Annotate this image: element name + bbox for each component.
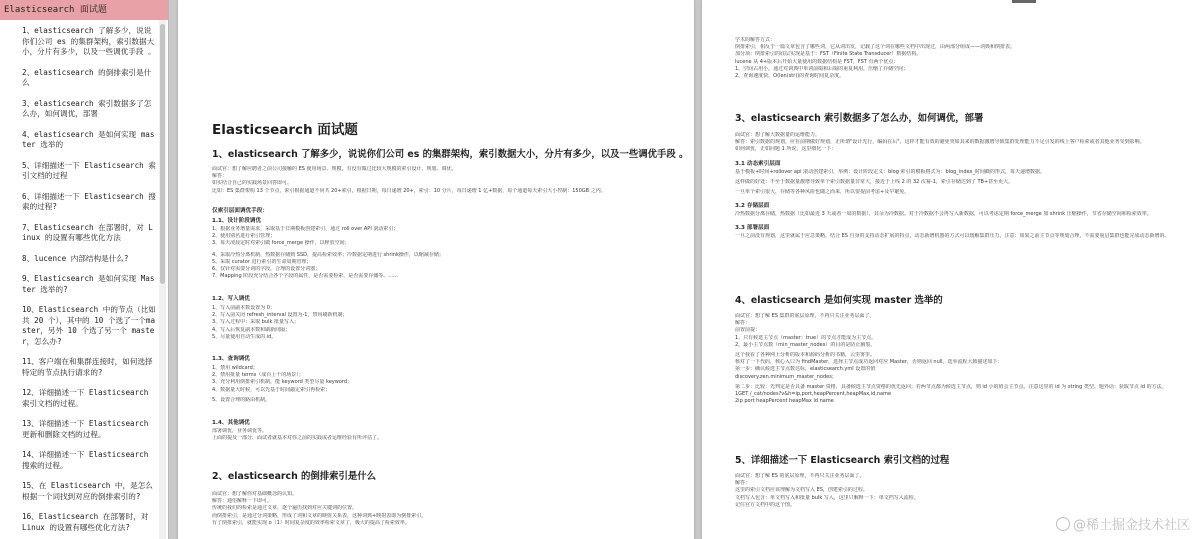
list-item: 3、写入过程中：采取 bulk 批量写入； [212,319,299,326]
paragraph: 第一步：确认候选主节点数达标，elasticsearch.yml 设置的值 [735,366,876,373]
subheading: 3.2 存储层面 [735,203,770,210]
outline-item[interactable]: 15、在 Elasticsearch 中，是怎么根据一个词找到对应的倒排索引的? [22,481,153,501]
watermark-logo-icon [1056,517,1070,531]
paragraph: 面试官：想了解 ES 集群的底层原理，不再只关注业务层面了。 [735,313,875,319]
section-4-heading: 4、elasticsearch 是如何实现 master 选举的 [735,295,943,306]
paragraph: 第二步：比较：先判定是否具备 master 资格，具备候选主节点资格的优先返回；若两节点都为候选主节点，则 id 小的值会主节点。注意这里的 id 为 string 类型。题外话：获取节点 id 的方法。 [735,383,1167,390]
paragraph: 有了倒排索引，就能实现 o（1）时间复杂度的效率检索文章了，极大的提高了检索效率。 [212,519,410,526]
list-item: 1、禁用 wildcard； [212,365,258,371]
list-item: 6、仅针对需要分词的字段，合理的设置分词器； [212,266,321,273]
list-item: 4、采取冷热分离机制，热数据存储到 SSD，提高检索效率；冷数据定期进行 shrink操作，以缩减存储； [212,251,444,258]
paragraph: 比如：ES 集群架构 13 个节点，索引根据通道不同共 20+索引，根据日期，每日递增 20+，索引：10 分片，每日递增 1 亿+数据，每个通道每天索引大小控制：150GB 之内。 [212,187,606,194]
paragraph: 这里的索引文档应该理解为文档写入 ES，创建索引的过程。 [735,487,868,494]
paragraph: discovery.zen.minimum_master_nodes； [735,373,837,380]
list-item: 3、每天凌晨定时对索引做 force_merge 操作，以释放空间； [212,240,350,247]
outline-scroll-thumb[interactable] [160,24,165,284]
section-1-4 [212,418,667,442]
paragraph: 面试官：想了解大数据量的运维能力。 [735,132,821,138]
outline-item[interactable]: 11、客户端在和集群连接时，如何选择特定的节点执行请求的? [22,357,153,377]
outline-item[interactable]: 9、Elasticsearch 是如何实现 Master 选举的? [22,274,155,294]
subheading: 仅索引层面调优手段： [212,208,268,214]
list-item: 7、Mapping 阶段充分结合各个字段的属性，是否需要检索、是否需要存储等。…… [212,273,399,280]
outline-item[interactable]: 12、详细描述一下 Elasticsearch 索引文档的过程。 [22,388,149,408]
list-item: 4、数据量大时候，可以先基于时间敲定索引再检索； [212,386,331,393]
paragraph: 部署调优，业务调优等。 [212,428,268,434]
paragraph: 记住官方文档中的这个图。 [735,501,796,508]
paragraph: 基于模板+时间+rollover api 滚动创建索引，举例：设计阶段定义：blog 索引的模板格式为：blog_index_时间戳的形式，每天递增数据。 [735,168,1045,175]
paragraph: 文档写入包含：单文档写入和批量 bulk 写入，这里只解释一下：单文档写入流程。 [735,494,919,501]
list-item: 2、禁用批量 terms（成百上千的场景）； [212,372,304,379]
section-4 [735,292,1175,405]
paragraph: 1、只有候选主节点（master：true）的节点才能成为主节点。 [735,334,877,341]
paragraph: 加分项：倒排索引的底层实现是基于：FST（Finite State Transducer）数据结构。 [735,51,922,58]
paragraph: 如何调优，正如问题 1 所说，这里细化一下： [735,146,837,153]
paragraph: 解答： [735,320,751,327]
paragraph: 1、空间占用小。通过对词典中单词前缀和后缀的重复利用，压缩了存储空间； [735,65,909,72]
outline-item[interactable]: 4、elasticsearch 是如何实现 master 选举的 [22,129,155,149]
paragraph: 而倒排索引，是通过分词策略，形成了词和文章的映射关系表，这种词典+映射表即为倒排索引。 [212,512,427,519]
paragraph: 倒排索引，相反于一篇文章包含了哪些词，它从词出发，记载了这个词在哪些文档中出现过，由两部分组成——词典和倒排表。 [735,44,1016,51]
outline-item[interactable]: 1、elasticsearch 了解多少，说说你们公司 es 的集群架构，索引数据大小，分片有多少，以及一些调优手段 。 [22,26,156,56]
section-2-heading: 2、elasticsearch 的倒排索引是什么 [212,471,377,482]
list-item: 5、采取 curator 进行索引的生命周期管理； [212,258,312,265]
outline-item[interactable]: 5、详细描述一下 Elasticsearch 索引文档的过程 [22,160,156,180]
paragraph: 解答： [735,480,751,487]
outline-item[interactable]: 7、Elasticsearch 在部署时，对 Linux 的设置有哪些优化方法 [22,222,153,242]
section-1-heading: 1、elasticsearch 了解多少，说说你们公司 es 的集群架构，索引数据大小，分片有多少，以及一些调优手段 。 [212,149,689,160]
page-edge-mark [1012,0,1036,3]
paragraph: 冷热数据分离存储，热数据（比如最近 3 天或者一周的数据），其余为冷数据。对于冷数据不会再写入新数据，可以考虑定期 force_merge 加 shrink 压缩操作，节省存储空间和检索效率。 [735,211,1152,218]
paragraph: 2、最小主节点数（min_master_nodes）的目的是防止脑裂。 [735,341,876,348]
outline-item[interactable]: 8、lucence 内部结构是什么? [22,253,129,263]
subheading: 1.1、设计阶段调优 [212,218,262,224]
subheading: 1.3、查询调优 [212,356,250,362]
paragraph: 核对了一下代码，核心入口为 findMaster，选择主节点成功返回对应 Master，否则返回 null。选举流程大致描述如下： [735,359,1003,366]
paragraph: 解答：索引数据的规划，应在前期做好规划，正所谓"设计先行，编码在后"，这样才能有效的避免突如其来的数据激增导致集群处理能力不足引发的线上客户检索或者其他业务受到影响。 [735,139,1145,146]
list-item: 5、尽量使用自动生成的 id。 [212,333,277,340]
paragraph: 面试官：想了解应聘者之前公司接触的 ES 使用场景、规模，有没有做过比较大规模的索引设计、规划、调优。 [212,166,457,172]
subheading: 1.2、写入调优 [212,296,250,302]
list-item: 2、写入前关闭 refresh_interval 设置为-1，禁用刷新机制； [212,312,348,319]
paragraph: 传统的我们的检索是通过文章，逐个遍历找到对应关键词的位置。 [212,505,358,512]
page-title: Elasticsearch 面试题 [212,122,358,138]
paragraph: lucene 从 4+版本后开始大量使用的数据结构是 FST。FST 有两个优点： [735,58,899,65]
outline-item[interactable]: 14、详细描述一下 Elasticsearch 搜索的过程。 [22,450,149,470]
paragraph: 如实结合自己的实践场景回答即可。 [212,180,293,187]
paragraph: 这个我看了各种网上分析的版本和源码分析的书籍，云里雾里。 [735,352,876,359]
outline-item[interactable]: 10、Elasticsearch 中的节点（比如共 20 个），其中的 10 个选了一个master，另外 10 个选了另一个 master，怎么办? [22,305,156,346]
document-page-right [702,0,1200,539]
list-item: 1、写入前副本数设置为 0； [212,305,275,311]
outline-list [0,20,168,533]
list-item: 5、设置合理的路由机制。 [212,396,271,403]
paragraph: 2、查询速度快。O(len(str))的查询时间复杂度。 [735,73,845,80]
paragraph: 前置前提： [735,327,761,334]
paragraph: 上面的提及一部分，面试者就基本对你之前的实践或者运维经验有所评估了。 [212,435,383,442]
outline-title[interactable]: Elasticsearch 面试题 [0,0,168,20]
section-3-heading: 3、elasticsearch 索引数据多了怎么办，如何调优，部署 [735,113,984,124]
outline-scrollbar[interactable] [159,20,166,539]
outline-item[interactable]: 13、详细描述一下 Elasticsearch 更新和删除文档的过程。 [22,419,149,439]
paragraph: 面试官：想了解你对基础概念的认知。 [212,491,298,497]
outline-item[interactable]: 6、详细描述一下 Elasticsearch 搜索的过程? [22,191,156,211]
section-1-intro [212,166,667,195]
section-3 [735,110,1175,241]
code-line: 2ip port heapPercent heapMax id name [735,398,834,405]
subheading: 1.4、其他调优 [212,420,250,426]
section-1-3 [212,354,667,404]
outline-sidebar [0,0,169,539]
section-5 [735,452,1175,509]
list-item: 1、根据业务增量需求，采取基于日期模板创建索引，通过 roll over API 滚动索引； [212,226,399,232]
section-1-1 [212,206,667,280]
section-5-heading: 5、详细描述一下 Elasticsearch 索引文档的过程 [735,455,950,466]
watermark [1056,514,1190,533]
faq-answer-continued [735,37,1175,80]
subheading: 3.3 部署层面 [735,225,770,232]
paragraph: 解答： [212,173,228,180]
paragraph: 一旦之前没有规划，这里就属于应急策略。结合 ES 自身的支持动态扩展的特点，动态新增机器的方式可以缓解集群压力，注意：如果之前主节点等规划合理，不需要重启集群也能完成动态新增的。 [735,233,1170,240]
paragraph: 一旦单个索引很大，存储等各种风险也随之而来，所以要提前考虑+及早避免。 [735,189,910,196]
outline-item[interactable]: 3、elasticsearch 索引数据多了怎么办，如何调优，部署 [22,98,152,118]
watermark-text: @稀土掘金技术社区 [1072,518,1190,533]
outline-item[interactable]: 16、Elasticsearch 在部署时，对 Linux 的设置有哪些优化方法? [22,512,149,532]
subheading: 3.1 动态索引层面 [735,160,781,167]
paragraph: 面试官：想了解 ES 的底层原理，不再只关注业务层面了。 [735,473,865,479]
list-item: 4、写入后恢复副本数和刷新间隔； [212,326,291,333]
document-page-left [178,0,694,539]
outline-item[interactable]: 2、elasticsearch 的倒排索引是什么 [22,67,152,87]
section-2 [212,468,667,527]
section-1-2 [212,294,667,341]
paragraph: 这样做的好处：不至于数据量激增导致单个索引数据量非常大，接近于上线 2 的 32 次幂-1，索引存储达到了 TB+甚至更大。 [735,178,1014,185]
list-item: 3、充分利用倒排索引机制，能 keyword 类型尽量 keyword； [212,379,353,386]
paragraph: 学术的解答方式： [735,37,776,43]
section-1 [212,146,689,160]
paragraph: 解答：通俗解释一下即可。 [212,498,273,505]
list-item: 2、使用别名进行索引管理； [212,233,276,240]
code-line: 1GET /_cat/nodes?v&h=ip,port,heapPercent,heapMax,id,name [735,391,892,398]
